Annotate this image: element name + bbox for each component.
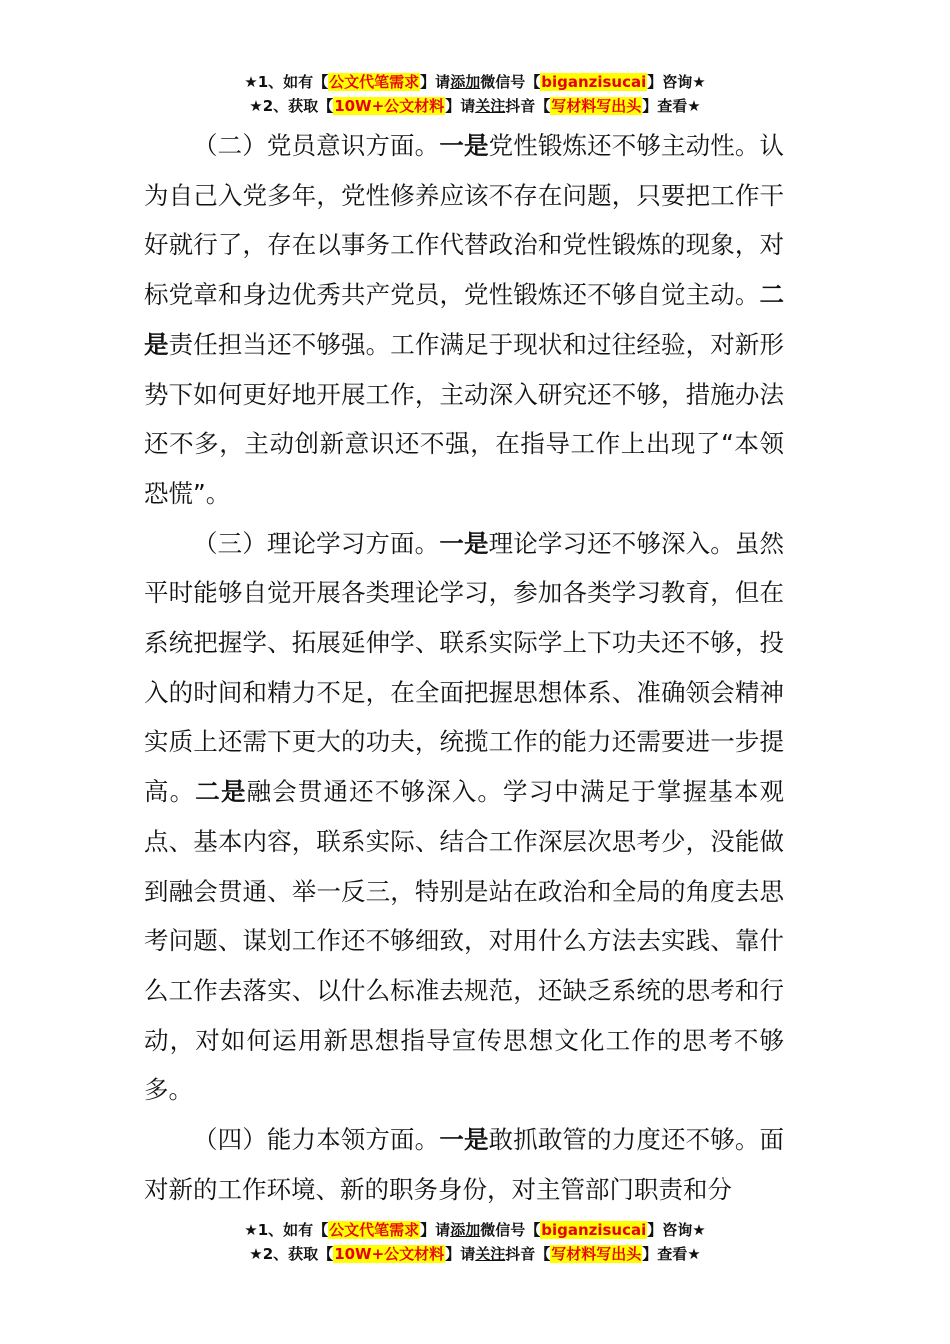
- footer-banner: [0, 1218, 950, 1266]
- banner-text: 】请: [420, 1221, 451, 1239]
- banner-text: 】查看★: [642, 97, 701, 115]
- point-marker: 二是: [195, 777, 247, 807]
- section-heading: （二）党员意识方面。: [193, 131, 440, 160]
- banner-text: ★1、如有【: [244, 73, 329, 91]
- point-marker: 一是: [439, 1125, 489, 1155]
- paragraph-text: 理论学习还不够深入。虽然平时能够自觉开展各类理论学习，参加各类学习教育，但在系统把握学、拓展延伸学、联系实际学上下功夫还不够，投入的时间和精力不足，在全面把握思想体系、准确领会精神实质上还需下更大的功夫，统揽工作的能力还需要进一步提高。: [144, 528, 785, 807]
- banner-highlight: 公文代笔需求: [329, 1221, 420, 1239]
- point-marker: 一是: [439, 131, 489, 160]
- banner-text: 微信号【: [480, 1221, 541, 1239]
- banner-highlight: biganzisucai: [541, 73, 647, 91]
- paragraph-text: 融会贯通还不够深入。学习中满足于掌握基本观点、基本内容，联系实际、结合工作深层次思考少，没能做到融会贯通、举一反三，特别是站在政治和全局的角度去思考问题、谋划工作还不够细致，对用什么方法去实践、靠什么工作去落实、以什么标准去规范，还缺乏系统的思考和行动，对如何运用新思想指导宣传思想文化工作的思考不够多。: [144, 777, 785, 1105]
- banner-highlight: biganzisucai: [541, 1221, 647, 1239]
- banner-line-1: [0, 1218, 950, 1242]
- point-marker: 二是: [144, 280, 784, 359]
- point-marker: 一是: [439, 528, 489, 558]
- paragraph-text: 责任担当还不够强。工作满足于现状和过往经验，对新形势下如何更好地开展工作，主动深入研究还不够，措施办法还不多，主动创新意识还不强，在指导工作上出现了“本领恐慌”。: [144, 329, 785, 508]
- paragraph-text: 敢抓敢管的力度还不够。面对新的工作环境、新的职务身份，对主管部门职责和分: [144, 1125, 785, 1204]
- banner-text: 微信号【: [480, 73, 541, 91]
- banner-text: 】咨询★: [647, 73, 706, 91]
- paragraph-theory-study: [144, 519, 784, 1115]
- banner-text: ★2、获取【: [249, 97, 334, 115]
- banner-text: 抖音【: [505, 97, 551, 115]
- banner-underline: 关注: [475, 97, 506, 115]
- banner-line-2: [0, 1242, 950, 1266]
- banner-text: ★1、如有【: [244, 1221, 329, 1239]
- paragraph-text: 党性锻炼还不够主动性。认为自己入党多年，党性修养应该不存在问题，只要把工作干好就行了，存在以事务工作代替政治和党性锻炼的现象，对标党章和身边优秀共产党员，党性锻炼还不够自觉主动。: [144, 131, 785, 310]
- banner-text: 】请: [420, 73, 451, 91]
- banner-text: 】咨询★: [647, 1221, 706, 1239]
- document-body: [144, 121, 784, 1214]
- banner-line-1: [0, 70, 950, 94]
- banner-highlight: 10W+公文材料: [334, 97, 445, 115]
- header-banner: [0, 70, 950, 118]
- banner-highlight: 写材料写出头: [551, 1245, 642, 1263]
- banner-highlight: 写材料写出头: [551, 97, 642, 115]
- banner-text: 】请: [445, 1245, 476, 1263]
- banner-underline: 添加: [450, 1221, 481, 1239]
- banner-text: 抖音【: [505, 1245, 551, 1263]
- banner-underline: 添加: [450, 73, 481, 91]
- section-heading: （四）能力本领方面。: [193, 1125, 440, 1155]
- banner-underline: 关注: [475, 1245, 506, 1263]
- paragraph-ability: [144, 1115, 784, 1214]
- banner-highlight: 公文代笔需求: [329, 73, 420, 91]
- banner-highlight: 10W+公文材料: [334, 1245, 445, 1263]
- banner-line-2: [0, 94, 950, 118]
- banner-text: 】查看★: [642, 1245, 701, 1263]
- paragraph-party-awareness: [144, 121, 784, 519]
- banner-text: 】请: [445, 97, 476, 115]
- section-heading: （三）理论学习方面。: [193, 528, 440, 558]
- banner-text: ★2、获取【: [249, 1245, 334, 1263]
